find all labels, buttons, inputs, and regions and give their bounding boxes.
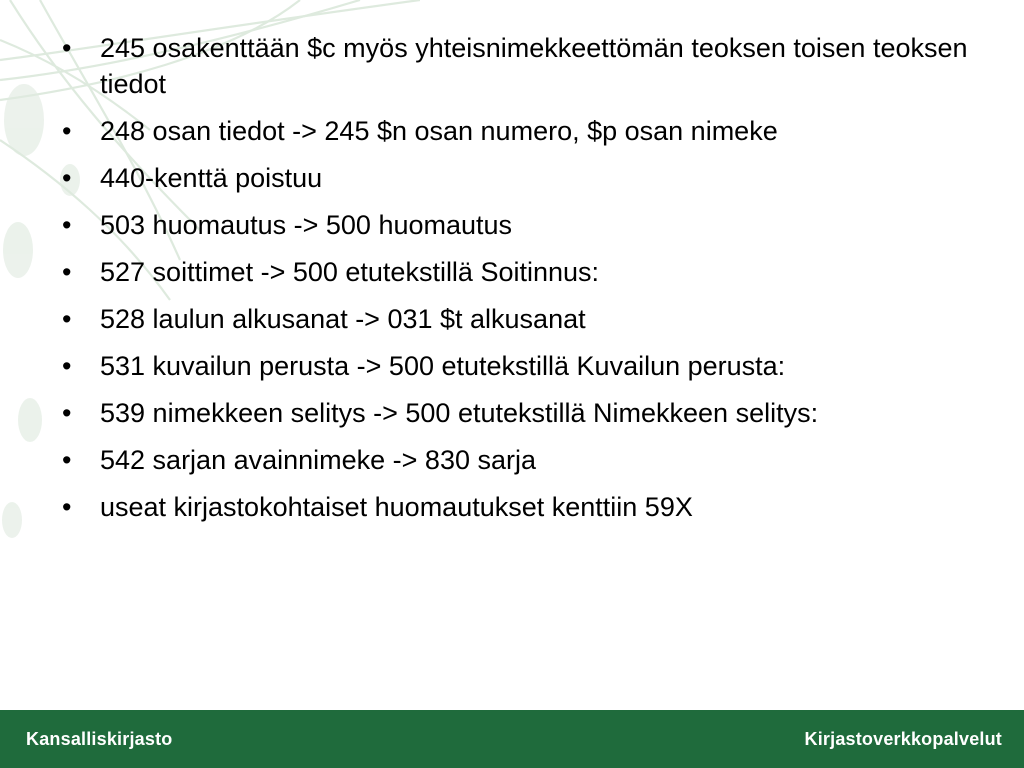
list-item-text: 542 sarjan avainnimeke -> 830 sarja bbox=[100, 445, 537, 475]
list-item bbox=[58, 301, 978, 337]
bullet-dot: • bbox=[62, 398, 72, 428]
bullet-dot: • bbox=[62, 116, 72, 146]
list-item-text: 531 kuvailun perusta -> 500 etutekstillä Kuvailun perusta: bbox=[100, 351, 786, 381]
list-item bbox=[58, 113, 978, 149]
list-item bbox=[58, 489, 978, 525]
list-item-text: 503 huomautus -> 500 huomautus bbox=[100, 210, 513, 240]
bullet-content bbox=[58, 30, 978, 536]
bullet-dot: • bbox=[62, 163, 72, 193]
list-item bbox=[58, 207, 978, 243]
footer-brand-kirjastoverkkopalvelut[interactable]: Kirjastoverkkopalvelut bbox=[804, 729, 1002, 749]
list-item bbox=[58, 254, 978, 290]
list-item-text: useat kirjastokohtaiset huomautukset kenttiin 59X bbox=[100, 492, 693, 522]
list-item-text: 248 osan tiedot -> 245 $n osan numero, $p osan nimeke bbox=[100, 116, 778, 146]
bullet-dot: • bbox=[62, 257, 72, 287]
list-item bbox=[58, 395, 978, 431]
list-item-text: 245 osakenttään $c myös yhteisnimekkeettömän teoksen toisen teoksen tiedot bbox=[100, 33, 968, 99]
list-item-text: 528 laulun alkusanat -> 031 $t alkusanat bbox=[100, 304, 586, 334]
bullet-dot: • bbox=[62, 492, 72, 522]
list-item-text: 539 nimekkeen selitys -> 500 etutekstillä Nimekkeen selitys: bbox=[100, 398, 819, 428]
bullet-dot: • bbox=[62, 445, 72, 475]
bullet-dot: • bbox=[62, 210, 72, 240]
list-item-text: 527 soittimet -> 500 etutekstillä Soitinnus: bbox=[100, 257, 600, 287]
bullet-dot: • bbox=[62, 351, 72, 381]
list-item bbox=[58, 30, 978, 102]
footer-brand-kansalliskirjasto[interactable]: Kansalliskirjasto bbox=[26, 729, 173, 749]
footer-bar bbox=[0, 710, 1024, 768]
list-item-text: 440-kenttä poistuu bbox=[100, 163, 323, 193]
bullet-list bbox=[58, 30, 978, 525]
list-item bbox=[58, 442, 978, 478]
bullet-dot: • bbox=[62, 33, 72, 63]
bullet-dot: • bbox=[62, 304, 72, 334]
list-item bbox=[58, 160, 978, 196]
list-item bbox=[58, 348, 978, 384]
